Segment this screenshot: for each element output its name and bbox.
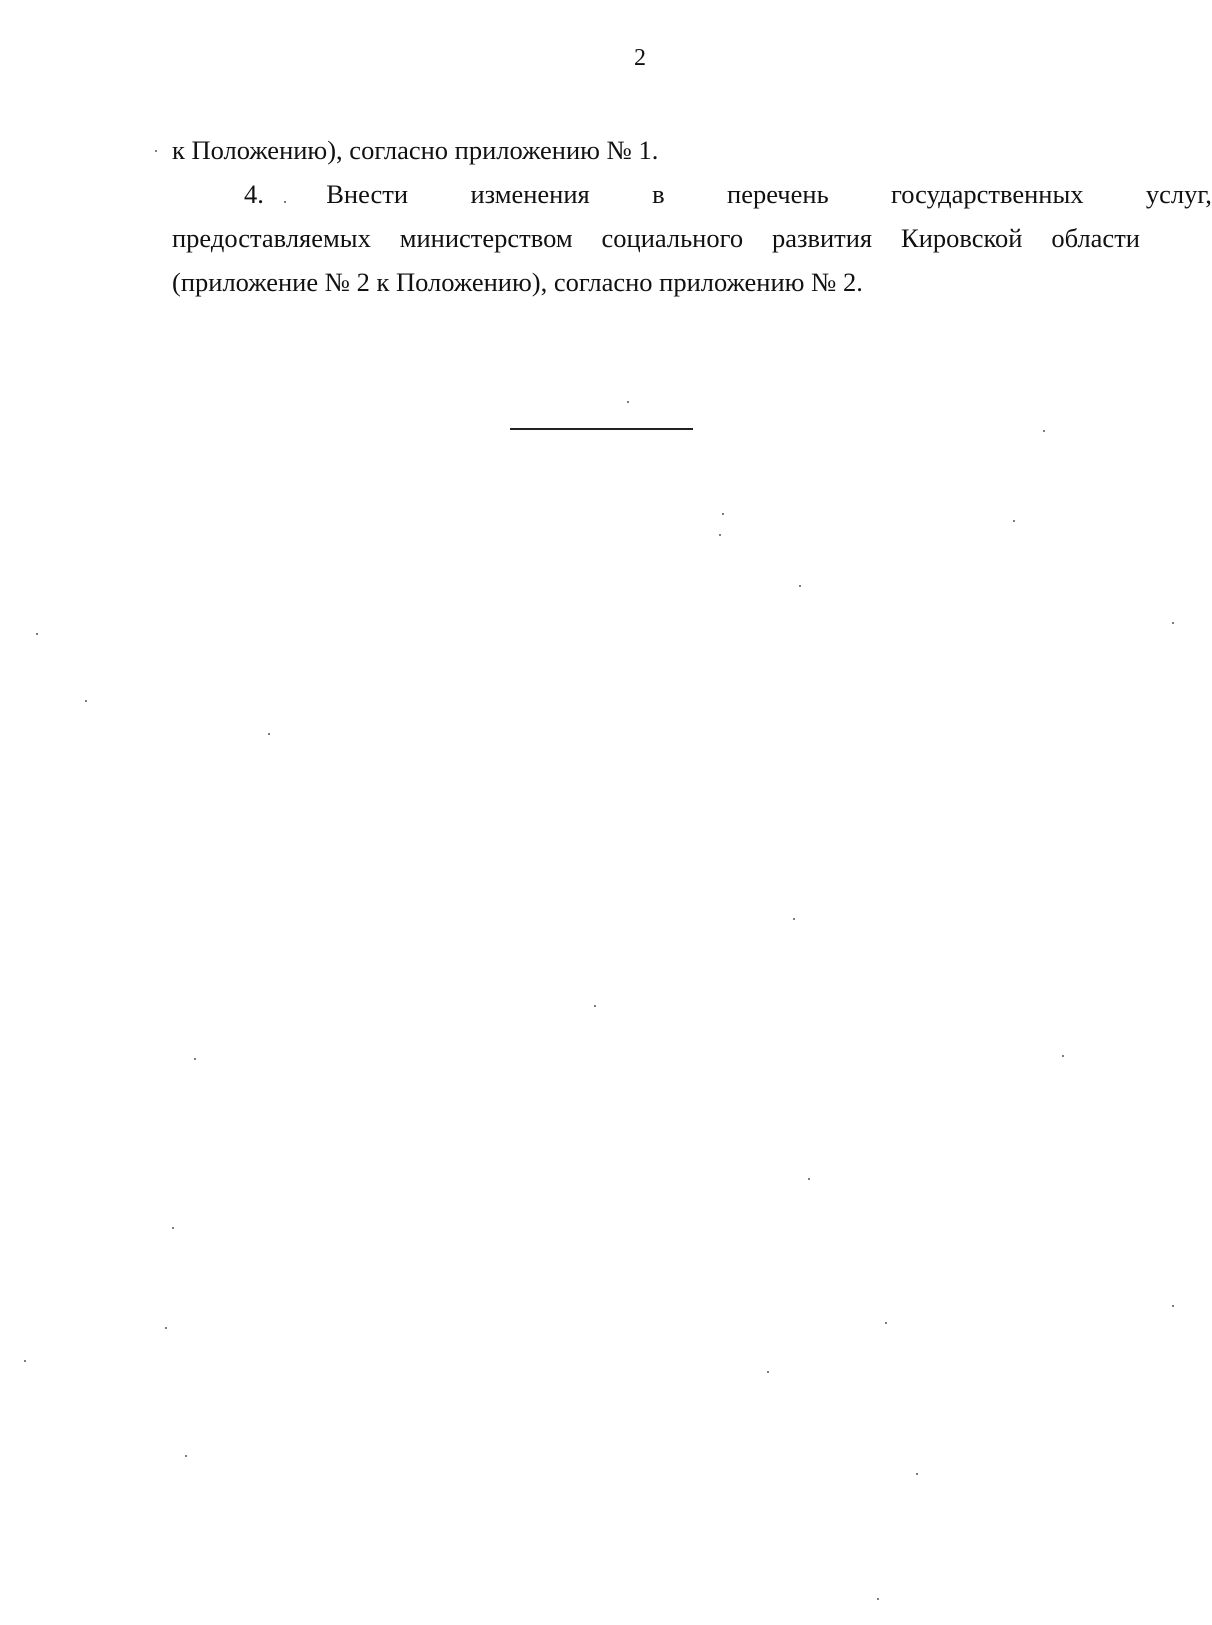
word: перечень (727, 179, 829, 209)
scan-speck (1172, 1305, 1174, 1307)
scan-speck (36, 633, 38, 635)
word: предоставляемых (172, 223, 371, 253)
scan-speck (1172, 622, 1174, 624)
paragraph-continuation: к Положению), согласно приложению № 1. (172, 135, 659, 165)
scan-speck (268, 733, 270, 735)
scan-speck (916, 1473, 918, 1475)
end-separator-line (510, 428, 693, 430)
scan-speck (767, 1371, 769, 1373)
word: социального (601, 223, 744, 253)
scan-speck (1062, 1055, 1064, 1057)
scan-speck (627, 401, 629, 403)
word: области (1051, 223, 1140, 253)
word: изменения (470, 179, 590, 209)
word: развития (771, 223, 873, 253)
body-text (172, 128, 1212, 304)
scan-speck (885, 1322, 887, 1324)
scan-speck (85, 700, 87, 702)
word: министерством (399, 223, 573, 253)
word: Кировской (901, 223, 1023, 253)
scan-speck (719, 534, 721, 536)
scan-speck (1013, 520, 1015, 522)
word: в (652, 179, 665, 209)
scan-speck (155, 150, 157, 152)
word: Внести (326, 179, 409, 209)
scan-speck (793, 918, 795, 920)
scan-speck (1043, 430, 1045, 432)
word: государственных (891, 179, 1084, 209)
item-4-line-2 (172, 216, 1140, 260)
scan-speck (877, 1598, 879, 1600)
item-number: 4. (244, 179, 264, 209)
item-4-line-3: (приложение № 2 к Положению), согласно приложению № 2. (172, 267, 863, 297)
scan-speck (165, 1327, 167, 1329)
scan-speck (594, 1005, 596, 1007)
word: услуг, (1145, 179, 1212, 209)
scan-speck (185, 1455, 187, 1457)
scan-speck (194, 1058, 196, 1060)
scan-speck (808, 1178, 810, 1180)
item-4-paragraph (172, 172, 1212, 304)
item-4-line-1 (172, 172, 1212, 216)
scan-speck (799, 585, 801, 587)
page-number: 2 (634, 45, 646, 71)
scan-speck (284, 201, 286, 203)
scan-speck (24, 1360, 26, 1362)
scan-speck (722, 513, 724, 515)
scan-speck (172, 1227, 174, 1229)
